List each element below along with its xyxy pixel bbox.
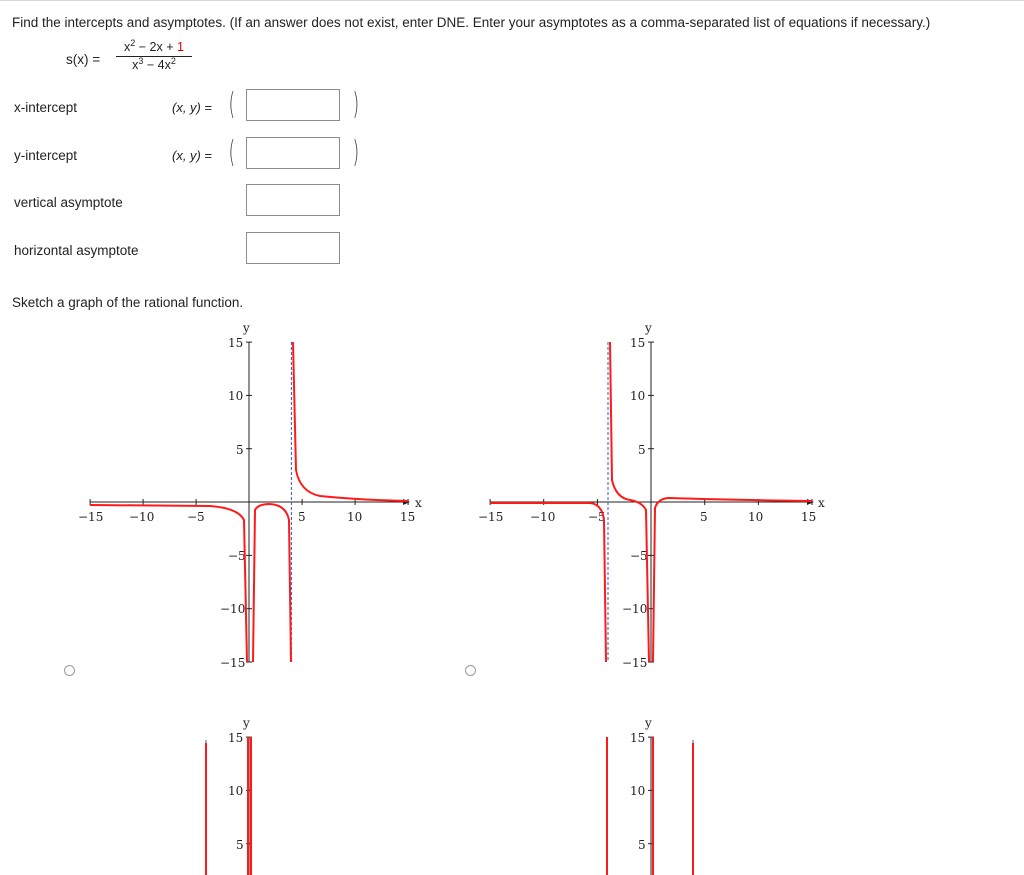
graph-option-3[interactable] (60, 715, 440, 875)
fraction-bar (116, 56, 192, 57)
graph-option-2[interactable] (460, 320, 840, 670)
y-tick-label: 5 (236, 838, 244, 852)
y-tick-label: −5 (630, 549, 648, 563)
y-tick-label: −5 (228, 549, 246, 563)
function-fraction (116, 40, 192, 73)
function-numerator: $x^2 - 2x + 1$ (124, 38, 184, 54)
open-paren: ( (228, 135, 236, 170)
x-tick-label: −15 (478, 510, 504, 524)
horizontal-asymptote-input[interactable] (246, 232, 340, 264)
x-tick-label: 10 (347, 510, 363, 524)
y-intercept-input[interactable] (246, 137, 340, 169)
y-axis-label: y (645, 716, 652, 730)
y-axis-label: y (645, 321, 652, 335)
y-tick-label: 10 (630, 389, 646, 403)
x-axis-label: x (415, 496, 422, 510)
y-tick-label: 5 (638, 838, 646, 852)
y-tick-label: −15 (220, 656, 246, 670)
open-paren: ( (228, 87, 236, 122)
y-tick-label: 15 (228, 731, 244, 745)
x-intercept-input[interactable] (246, 89, 340, 121)
graph-option-4[interactable] (460, 715, 840, 875)
vertical-asymptote-label: vertical asymptote (14, 195, 123, 210)
y-tick-label: 15 (630, 336, 646, 350)
y-axis-label: y (243, 716, 250, 730)
curve-left-branch (490, 503, 606, 662)
function-lhs: s(x) = (66, 52, 101, 67)
x-tick-label: −10 (129, 510, 155, 524)
y-tick-label: −10 (220, 602, 246, 616)
horizontal-asymptote-label: horizontal asymptote (14, 243, 139, 258)
x-tick-label: 5 (298, 510, 306, 524)
function-denominator: $x^3 - 4x^2$ (132, 56, 176, 72)
x-axis-arrow (403, 499, 410, 505)
y-tick-label: 10 (228, 389, 244, 403)
top-divider (0, 0, 1024, 1)
x-tick-label: −5 (187, 510, 205, 524)
y-tick-label: 10 (228, 784, 244, 798)
x-tick-label: −5 (588, 510, 606, 524)
x-axis-label: x (818, 496, 825, 510)
x-intercept-label: x-intercept (14, 100, 78, 115)
sketch-prompt: Sketch a graph of the rational function. (12, 295, 244, 310)
vertical-asymptote-input[interactable] (246, 184, 340, 216)
y-tick-label: 15 (228, 336, 244, 350)
curve-right-branch (653, 498, 812, 662)
x-tick-label: 15 (801, 510, 817, 524)
x-intercept-xy-prefix: (x, y) = (172, 100, 213, 115)
y-tick-label: 10 (630, 784, 646, 798)
curve-middle-branch (253, 504, 291, 662)
y-axis-label: y (243, 321, 250, 335)
close-paren: ) (352, 87, 360, 122)
curve-left-branch (90, 505, 247, 662)
instructions-text: Find the intercepts and asymptotes. (If an answer does not exist, enter DNE. Enter your asymptotes as a comma-separated list of equations if necessary.) (12, 15, 931, 30)
graph-option-1[interactable] (60, 320, 440, 670)
y-tick-label: 5 (236, 443, 244, 457)
y-tick-label: −15 (622, 656, 648, 670)
curve-right-branch (293, 342, 408, 501)
y-tick-label: −10 (622, 602, 648, 616)
y-intercept-label: y-intercept (14, 148, 78, 163)
x-tick-label: 15 (400, 510, 416, 524)
x-tick-label: −10 (530, 510, 556, 524)
y-tick-label: 5 (638, 443, 646, 457)
y-intercept-xy-prefix: (x, y) = (172, 148, 213, 163)
x-axis-arrow (807, 499, 814, 505)
x-tick-label: 10 (748, 510, 764, 524)
x-tick-label: −15 (78, 510, 104, 524)
close-paren: ) (352, 135, 360, 170)
y-tick-label: 15 (630, 731, 646, 745)
x-tick-label: 5 (700, 510, 708, 524)
